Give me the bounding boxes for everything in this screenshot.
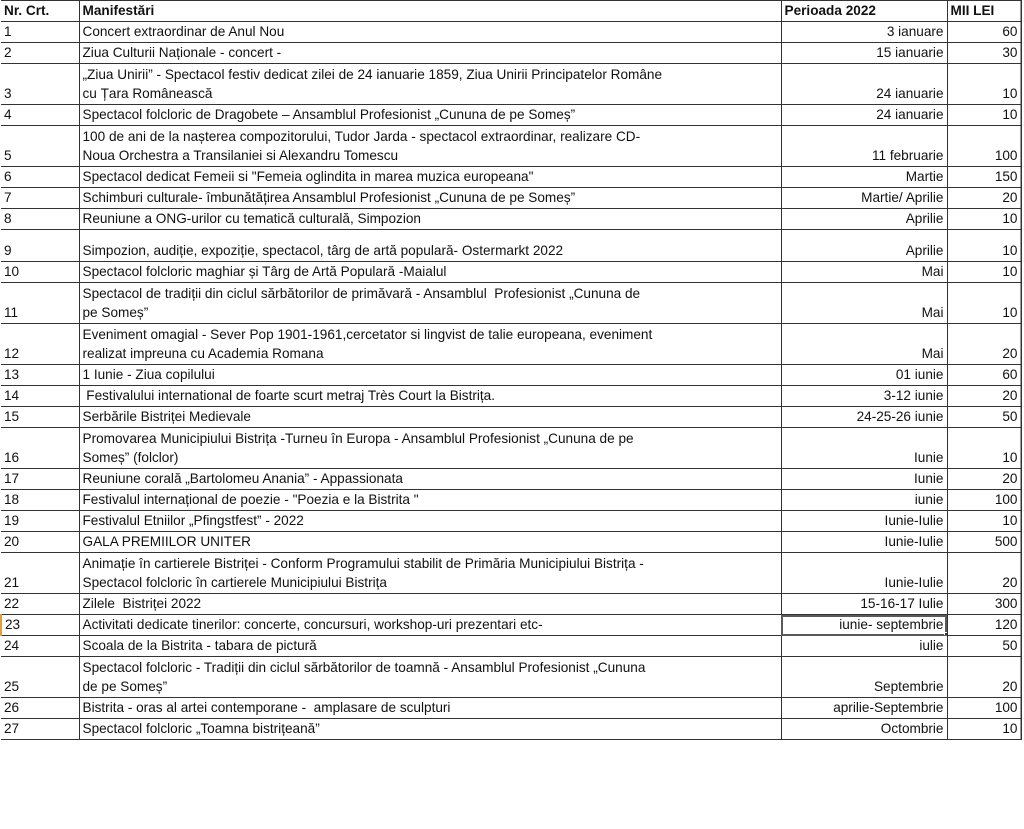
manifestare-line: Spectacol de tradiții din ciclul sărbătorilor de primăvară - Ansamblul Profesionist „Cununa de <box>82 286 641 301</box>
cell-mii-lei[interactable]: 100 <box>947 126 1021 167</box>
table-row <box>1 386 1021 407</box>
cell-nr-crt[interactable]: 23 <box>1 615 79 636</box>
cell-perioada[interactable]: 24-25-26 iunie <box>781 407 947 428</box>
manifestare-line: cu Țara Românească <box>82 85 213 101</box>
table-row <box>1 407 1021 428</box>
cell-nr-crt[interactable]: 26 <box>1 698 79 719</box>
cell-perioada[interactable]: Mai <box>781 324 947 365</box>
manifestare-line: Spectacol folcloric în cartierele Municipiului Bistrița <box>82 574 387 590</box>
manifestare-line: 1 Iunie - Ziua copilului <box>82 366 215 382</box>
cell-nr-crt[interactable]: 6 <box>1 167 79 188</box>
cell-nr-crt[interactable]: 13 <box>1 365 79 386</box>
cell-nr-crt[interactable]: 27 <box>1 719 79 740</box>
table-row <box>1 553 1021 594</box>
cell-mii-lei[interactable]: 10 <box>947 64 1021 105</box>
cell-perioada[interactable]: 24 ianuarie <box>781 64 947 105</box>
cell-manifestare[interactable] <box>79 324 781 365</box>
cell-perioada[interactable]: Septembrie <box>781 657 947 698</box>
cell-perioada[interactable]: Octombrie <box>781 719 947 740</box>
manifestare-line: Spectacol folcloric „Toamna bistrițeană” <box>82 720 320 736</box>
manifestare-line: de pe Someș” <box>82 678 168 694</box>
table-row <box>1 428 1021 469</box>
manifestare-line: Noua Orchestra a Transilaniei si Alexandru Tomescu <box>82 147 399 163</box>
cell-mii-lei[interactable]: 300 <box>947 594 1021 615</box>
cell-nr-crt[interactable]: 5 <box>1 126 79 167</box>
cell-manifestare[interactable] <box>79 532 781 553</box>
cell-mii-lei[interactable]: 10 <box>947 209 1021 230</box>
cell-manifestare[interactable] <box>79 490 781 511</box>
cell-manifestare[interactable] <box>79 230 781 262</box>
cell-manifestare[interactable] <box>79 209 781 230</box>
cell-nr-crt[interactable]: 22 <box>1 594 79 615</box>
cell-perioada[interactable]: aprilie-Septembrie <box>781 698 947 719</box>
cell-nr-crt[interactable]: 3 <box>1 64 79 105</box>
table-row <box>1 230 1021 262</box>
cell-mii-lei[interactable]: 10 <box>947 262 1021 283</box>
table-row <box>1 719 1021 740</box>
cell-nr-crt[interactable]: 20 <box>1 532 79 553</box>
cell-perioada[interactable]: 01 iunie <box>781 365 947 386</box>
cell-nr-crt[interactable]: 19 <box>1 511 79 532</box>
cell-manifestare[interactable] <box>79 43 781 64</box>
cell-nr-crt[interactable]: 18 <box>1 490 79 511</box>
cell-perioada[interactable]: Martie/ Aprilie <box>781 188 947 209</box>
cell-nr-crt[interactable]: 2 <box>1 43 79 64</box>
cell-perioada[interactable]: Iunie-Iulie <box>781 553 947 594</box>
cell-perioada[interactable]: Aprilie <box>781 230 947 262</box>
table-row <box>1 167 1021 188</box>
table-row <box>1 594 1021 615</box>
cell-perioada[interactable]: 3-12 iunie <box>781 386 947 407</box>
manifestare-line: Spectacol folcloric de Dragobete – Ansamblul Profesionist „Cununa de pe Someș” <box>82 106 576 122</box>
manifestare-line: Eveniment omagial - Sever Pop 1901-1961,cercetator si lingvist de talie europeana, eveniment <box>82 327 653 342</box>
manifestare-line: GALA PREMIILOR UNITER <box>82 533 251 549</box>
manifestare-line: Festivalul Etniilor „Pfingstfest” - 2022 <box>82 512 304 528</box>
manifestare-line: Festivalul internațional de poezie - "Poezia e la Bistrita " <box>82 491 419 507</box>
cell-mii-lei[interactable]: 30 <box>947 43 1021 64</box>
cell-mii-lei[interactable]: 10 <box>947 511 1021 532</box>
table-row <box>1 262 1021 283</box>
cell-perioada[interactable]: 11 februarie <box>781 126 947 167</box>
cell-manifestare[interactable] <box>79 64 781 105</box>
table-row <box>1 209 1021 230</box>
manifestare-line: Bistrita - oras al artei contemporane - amplasare de sculpturi <box>82 699 451 715</box>
table-row <box>1 490 1021 511</box>
cell-manifestare[interactable] <box>79 188 781 209</box>
cell-perioada[interactable]: Iunie-Iulie <box>781 532 947 553</box>
cell-nr-crt[interactable]: 12 <box>1 324 79 365</box>
header-mii-lei[interactable]: MII LEI <box>947 1 1021 22</box>
cell-perioada[interactable]: Iunie-Iulie <box>781 511 947 532</box>
cell-mii-lei[interactable]: 100 <box>947 698 1021 719</box>
cell-mii-lei[interactable]: 10 <box>947 283 1021 324</box>
cell-mii-lei[interactable]: 20 <box>947 553 1021 594</box>
cell-nr-crt[interactable]: 17 <box>1 469 79 490</box>
cell-manifestare[interactable] <box>79 469 781 490</box>
cell-mii-lei[interactable]: 10 <box>947 428 1021 469</box>
cell-perioada-selected[interactable]: iunie- septembrie <box>781 615 947 636</box>
cell-perioada[interactable]: Martie <box>781 167 947 188</box>
cell-nr-crt[interactable]: 14 <box>1 386 79 407</box>
cell-manifestare[interactable] <box>79 636 781 657</box>
manifestare-line: Someș” (folclor) <box>82 449 179 465</box>
table-row <box>1 64 1021 105</box>
manifestare-line: 100 de ani de la nașterea compozitorului, Tudor Jarda - spectacol extraordinar, realizare CD- <box>82 129 641 144</box>
cell-mii-lei[interactable]: 10 <box>947 719 1021 740</box>
table-row <box>1 615 1021 636</box>
manifestare-line: Spectacol folcloric maghiar și Târg de Artă Populară -Maialul <box>82 263 447 279</box>
cell-manifestare[interactable] <box>79 719 781 740</box>
cell-perioada[interactable]: iunie <box>781 490 947 511</box>
header-nr-crt[interactable]: Nr. Crt. <box>1 1 79 22</box>
cell-mii-lei[interactable]: 20 <box>947 657 1021 698</box>
cell-perioada[interactable]: Iunie <box>781 469 947 490</box>
cell-nr-crt[interactable]: 10 <box>1 262 79 283</box>
cell-mii-lei[interactable]: 50 <box>947 636 1021 657</box>
cell-nr-crt[interactable]: 25 <box>1 657 79 698</box>
cell-mii-lei[interactable]: 150 <box>947 167 1021 188</box>
cell-nr-crt[interactable]: 8 <box>1 209 79 230</box>
header-perioada[interactable]: Perioada 2022 <box>781 1 947 22</box>
cell-manifestare[interactable] <box>79 365 781 386</box>
cell-mii-lei[interactable]: 100 <box>947 490 1021 511</box>
manifestare-line: Spectacol folcloric - Tradiții din ciclul sărbătorilor de toamnă - Ansamblul Profesionist „Cununa <box>82 660 646 675</box>
manifestare-line: Schimburi culturale- îmbunătățirea Ansamblul Profesionist „Cununa de pe Someș” <box>82 189 576 205</box>
table-row <box>1 657 1021 698</box>
table-row <box>1 43 1021 64</box>
cell-manifestare[interactable] <box>79 283 781 324</box>
cell-mii-lei[interactable]: 500 <box>947 532 1021 553</box>
cell-mii-lei[interactable]: 20 <box>947 188 1021 209</box>
table-row <box>1 324 1021 365</box>
manifestare-line: Animație în cartierele Bistriței - Conform Programului stabilit de Primăria Municipiului Bistrița - <box>82 556 644 571</box>
table-row <box>1 365 1021 386</box>
header-row <box>1 1 1021 22</box>
cell-nr-crt[interactable]: 16 <box>1 428 79 469</box>
cell-manifestare[interactable] <box>79 262 781 283</box>
cell-nr-crt[interactable]: 1 <box>1 22 79 43</box>
cell-mii-lei[interactable]: 60 <box>947 22 1021 43</box>
cell-perioada[interactable]: 24 ianuarie <box>781 105 947 126</box>
manifestare-line: Spectacol dedicat Femeii si "Femeia oglindita in marea muzica europeana" <box>82 168 534 184</box>
manifestare-line: Activitati dedicate tinerilor: concerte, concursuri, workshop-uri prezentari etc- <box>82 616 543 632</box>
table-body <box>1 22 1021 740</box>
table-row <box>1 105 1021 126</box>
manifestare-line: Reuniune a ONG-urilor cu tematică culturală, Simpozion <box>82 210 421 226</box>
table-row <box>1 511 1021 532</box>
cell-manifestare[interactable] <box>79 428 781 469</box>
cell-nr-crt[interactable]: 11 <box>1 283 79 324</box>
manifestare-line: Zilele Bistriței 2022 <box>82 595 202 611</box>
manifestare-line: Ziua Culturii Naționale - concert - <box>82 44 282 60</box>
manifestare-line: „Ziua Unirii” - Spectacol festiv dedicat zilei de 24 ianuarie 1859, Ziua Unirii Principatelor Române <box>82 67 663 82</box>
cell-perioada[interactable]: 15 ianuarie <box>781 43 947 64</box>
cell-perioada[interactable]: 15-16-17 Iulie <box>781 594 947 615</box>
cell-nr-crt[interactable]: 24 <box>1 636 79 657</box>
cell-manifestare[interactable] <box>79 105 781 126</box>
cell-mii-lei[interactable]: 20 <box>947 324 1021 365</box>
cell-nr-crt[interactable]: 7 <box>1 188 79 209</box>
table-row <box>1 469 1021 490</box>
table-row <box>1 698 1021 719</box>
cell-nr-crt[interactable]: 9 <box>1 230 79 262</box>
table-row <box>1 22 1021 43</box>
manifestare-line: pe Someș” <box>82 304 149 320</box>
cell-manifestare[interactable] <box>79 386 781 407</box>
table-row <box>1 532 1021 553</box>
cell-perioada[interactable]: Mai <box>781 262 947 283</box>
cell-perioada[interactable]: Aprilie <box>781 209 947 230</box>
manifestare-line: realizat impreuna cu Academia Romana <box>82 345 324 361</box>
cell-manifestare[interactable] <box>79 657 781 698</box>
cell-perioada[interactable]: Mai <box>781 283 947 324</box>
cell-perioada[interactable]: iulie <box>781 636 947 657</box>
cell-mii-lei[interactable]: 10 <box>947 105 1021 126</box>
manifestare-line: Scoala de la Bistrita - tabara de pictură <box>82 637 317 653</box>
cell-mii-lei[interactable]: 20 <box>947 386 1021 407</box>
manifestare-line: Festivalului international de foarte scurt metraj Très Court la Bistrița. <box>82 387 496 403</box>
cell-nr-crt[interactable]: 15 <box>1 407 79 428</box>
cell-mii-lei[interactable]: 60 <box>947 365 1021 386</box>
cell-mii-lei[interactable]: 20 <box>947 469 1021 490</box>
manifestare-line: Reuniune corală „Bartolomeu Anania” - Appassionata <box>82 470 403 486</box>
cell-nr-crt[interactable]: 4 <box>1 105 79 126</box>
cell-manifestare[interactable] <box>79 126 781 167</box>
cell-manifestare[interactable] <box>79 615 781 636</box>
table-row <box>1 636 1021 657</box>
header-manifestari[interactable]: Manifestări <box>79 1 781 22</box>
cell-manifestare[interactable] <box>79 167 781 188</box>
cell-manifestare[interactable] <box>79 553 781 594</box>
cell-manifestare[interactable] <box>79 511 781 532</box>
cell-mii-lei[interactable]: 50 <box>947 407 1021 428</box>
cell-manifestare[interactable] <box>79 594 781 615</box>
cell-manifestare[interactable] <box>79 22 781 43</box>
manifestare-line: Concert extraordinar de Anul Nou <box>82 23 285 39</box>
table-row <box>1 126 1021 167</box>
manifestare-line: Serbările Bistriței Medievale <box>82 408 251 424</box>
manifestare-line: Promovarea Municipiului Bistrița -Turneu în Europa - Ansamblul Profesionist „Cununa de pe <box>82 431 634 446</box>
table-row <box>1 283 1021 324</box>
cell-manifestare[interactable] <box>79 407 781 428</box>
cell-nr-crt[interactable]: 21 <box>1 553 79 594</box>
manifestare-line: Simpozion, audiție, expoziție, spectacol, târg de artă populară- Ostermarkt 2022 <box>82 242 564 258</box>
table-row <box>1 188 1021 209</box>
cell-perioada[interactable]: Iunie <box>781 428 947 469</box>
cell-mii-lei[interactable]: 120 <box>947 615 1021 636</box>
cell-mii-lei[interactable]: 10 <box>947 230 1021 262</box>
cell-manifestare[interactable] <box>79 698 781 719</box>
cell-perioada[interactable]: 3 ianuare <box>781 22 947 43</box>
